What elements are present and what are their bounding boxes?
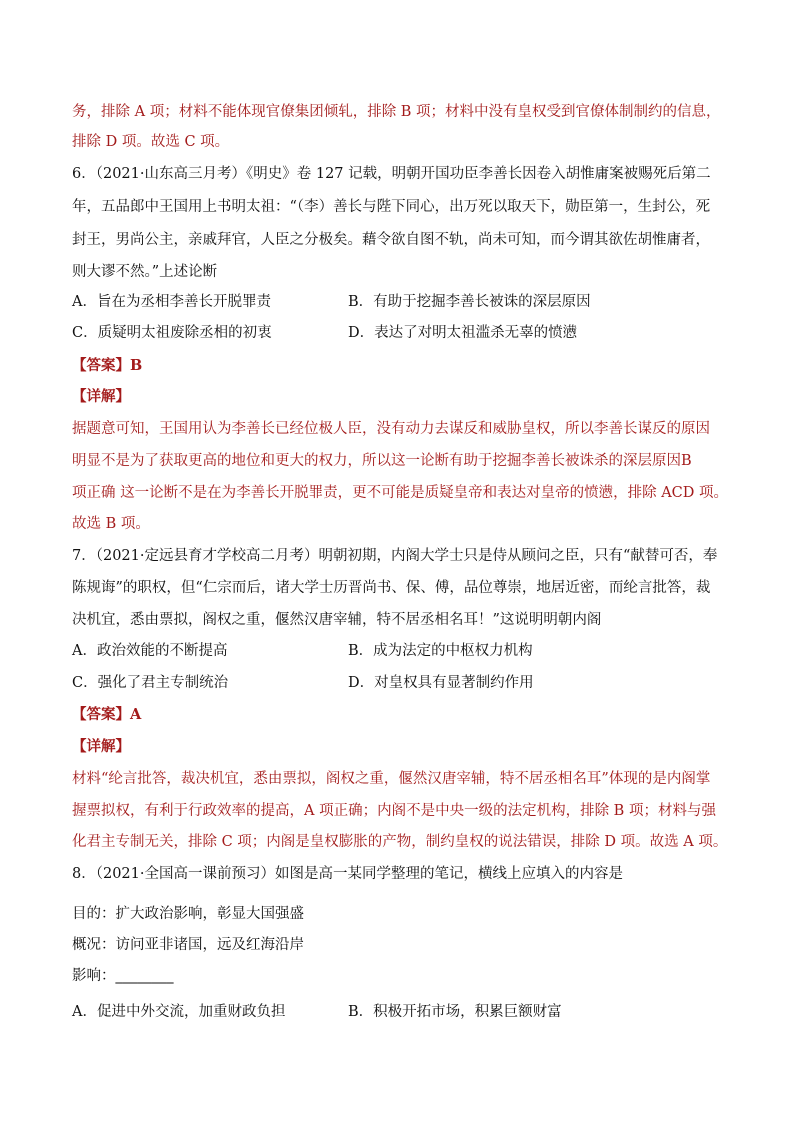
q6-explanation-line-4: 故选 B 项。 bbox=[72, 516, 150, 532]
q7-stem-line-2: 陈规诲”的职权，但“仁宗而后，诸大学士历晋尚书、保、傅，品位尊崇，地居近密，而纶言批答，裁 bbox=[72, 580, 711, 596]
prev-explanation-line-1: 务，排除 A 项；材料不能体现官僚集团倾轧，排除 B 项；材料中没有皇权受到官僚体制制约的信息， bbox=[72, 104, 721, 120]
q7-answer-label: 【答案】A bbox=[72, 706, 142, 723]
q7-explanation-line-3: 化君主专制无关，排除 C 项；内阁是皇权膨胀的产物，制约皇权的说法错误，排除 D 项。故选 A 项。 bbox=[72, 834, 728, 850]
q8-option-a: A．促进中外交流，加重财政负担 bbox=[72, 1004, 286, 1020]
q7-explanation-line-1: 材料“纶言批答，裁决机宜，悉由票拟，阁权之重，偃然汉唐宰辅，特不居丞相名耳”体现的是内阁掌 bbox=[72, 771, 711, 787]
q6-answer-label: 【答案】B bbox=[72, 357, 143, 374]
q8-option-b: B．积极开拓市场，积累巨额财富 bbox=[348, 1004, 562, 1020]
q6-stem-line-1: 6．（2021·山东高三月考）《明史》卷 127 记载，明朝开国功臣李善长因卷入胡惟庸案被赐死后第二 bbox=[72, 166, 711, 182]
q8-note-overview: 概况：访问亚非诸国，远及红海沿岸 bbox=[72, 937, 304, 953]
q8-stem: 8．（2021·全国高一课前预习）如图是高一某同学整理的笔记，横线上应填入的内容是 bbox=[72, 866, 623, 882]
q6-explanation-line-1: 据题意可知，王国用认为李善长已经位极人臣，没有动力去谋反和威胁皇权，所以李善长谋反的原因 bbox=[72, 421, 710, 437]
q6-explanation-line-3: 项正确 这一论断不是在为李善长开脱罪责，更不可能是质疑皇帝和表达对皇帝的愤懑，排除 ACD 项。 bbox=[72, 485, 729, 501]
q7-option-b: B．成为法定的中枢权力机构 bbox=[348, 643, 533, 659]
q7-option-a: A．政治效能的不断提高 bbox=[72, 643, 228, 659]
q7-explanation-line-2: 握票拟权，有利于行政效率的提高，A 项正确；内阁不是中央一级的法定机构，排除 B 项；材料与强 bbox=[72, 803, 716, 819]
q8-note-impact: 影响：________ bbox=[72, 968, 174, 984]
q6-explanation-line-2: 明显不是为了获取更高的地位和更大的权力，所以这一论断有助于挖掘李善长被诛杀的深层原因B bbox=[72, 453, 692, 469]
q7-option-c: C．强化了君主专制统治 bbox=[72, 675, 229, 691]
q6-detail-label: 【详解】 bbox=[72, 388, 130, 405]
q6-stem-line-4: 则大谬不然。”上述论断 bbox=[72, 264, 218, 280]
q6-stem-line-2: 年，五品郎中王国用上书明太祖：“（李）善长与陛下同心，出万死以取天下，勋臣第一，生封公，死 bbox=[72, 199, 711, 215]
q7-option-d: D．对皇权具有显著制约作用 bbox=[348, 675, 534, 691]
q6-option-a: A．旨在为丞相李善长开脱罪责 bbox=[72, 294, 271, 310]
q6-stem-line-3: 封王，男尚公主，亲戚拜官，人臣之分极矣。藉令欲自图不轨，尚未可知，而今谓其欲佐胡惟庸者， bbox=[72, 232, 710, 248]
q6-option-b: B．有助于挖掘李善长被诛的深层原因 bbox=[348, 294, 591, 310]
q7-stem-line-3: 决机宜，悉由票拟，阁权之重，偃然汉唐宰辅，特不居丞相名耳！”这说明明朝内阁 bbox=[72, 612, 602, 628]
q6-option-d: D．表达了对明太祖滥杀无辜的愤懑 bbox=[348, 325, 578, 341]
q7-detail-label: 【详解】 bbox=[72, 738, 130, 755]
q7-stem-line-1: 7．（2021·定远县育才学校高二月考）明朝初期，内阁大学士只是侍从顾问之臣，只有“献替可否，奉 bbox=[72, 548, 718, 564]
q8-note-purpose: 目的：扩大政治影响，彰显大国强盛 bbox=[72, 906, 304, 922]
prev-explanation-line-2: 排除 D 项。故选 C 项。 bbox=[72, 134, 230, 150]
q6-option-c: C．质疑明太祖废除丞相的初衷 bbox=[72, 325, 272, 341]
